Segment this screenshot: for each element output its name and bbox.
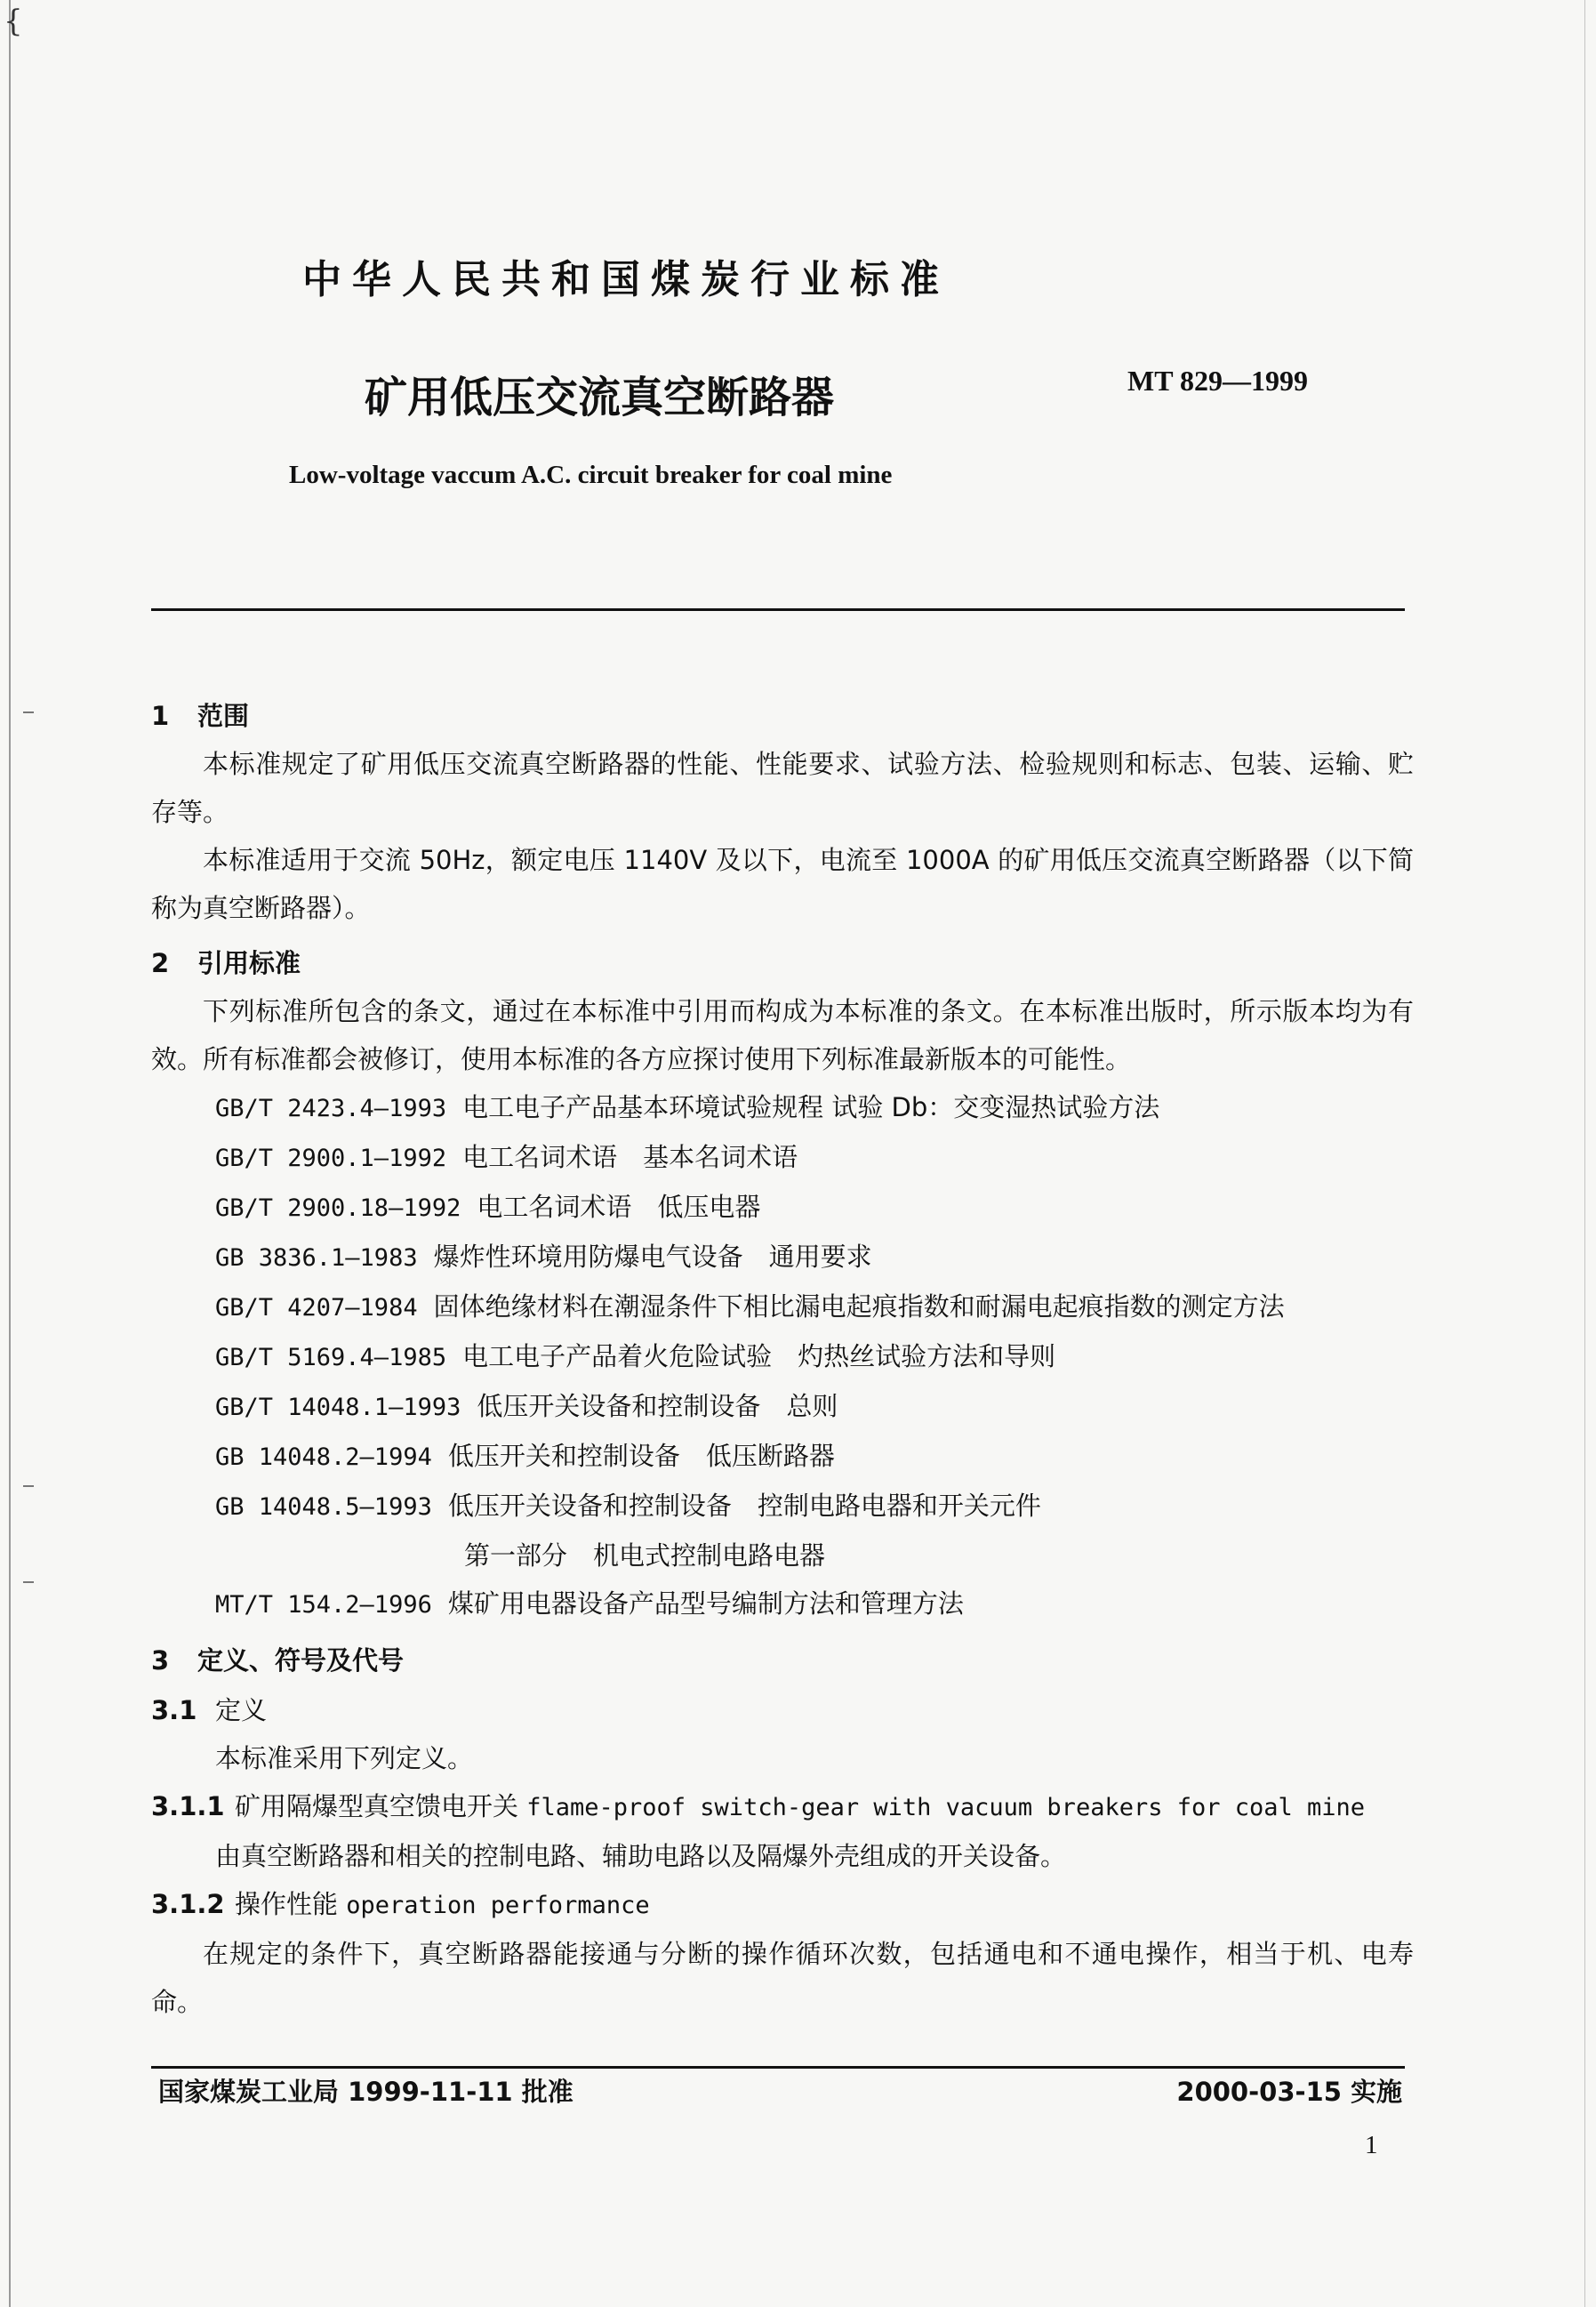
reference-title: 电工电子产品基本环境试验规程 试验 Db：交变湿热试验方法 xyxy=(462,1092,1160,1122)
paragraph: 本标准规定了矿用低压交流真空断路器的性能、性能要求、试验方法、检验规则和标志、包装、运输、贮存等。 xyxy=(151,749,1414,827)
reference-code: GB/T 2900.1—1992 xyxy=(215,1145,447,1172)
section-heading-scope xyxy=(151,692,1414,740)
scan-border-left xyxy=(9,0,11,2307)
header-rule xyxy=(151,608,1405,611)
reference-code: GB 3836.1—1983 xyxy=(215,1244,418,1272)
implementation-date: 2000-03-15 实施 xyxy=(1176,2077,1402,2107)
reference-continuation: 第一部分 机电式控制电路电器 xyxy=(464,1540,826,1571)
reference-item xyxy=(215,1332,1414,1382)
reference-code: GB/T 5169.4—1985 xyxy=(215,1344,447,1371)
reference-title: 固体绝缘材料在潮湿条件下相比漏电起痕指数和耐漏电起痕指数的测定方法 xyxy=(433,1291,1285,1322)
section-number: 1 xyxy=(151,701,170,731)
footer-rule xyxy=(151,2066,1405,2069)
reference-item xyxy=(215,1133,1414,1183)
reference-code: GB/T 2423.4—1993 xyxy=(215,1095,447,1122)
reference-code: GB 14048.5—1993 xyxy=(215,1493,432,1521)
section-title: 引用标准 xyxy=(197,948,301,978)
side-tick xyxy=(23,1485,34,1487)
page-number: 1 xyxy=(1365,2131,1378,2159)
reference-code: GB/T 2900.18—1992 xyxy=(215,1194,461,1222)
reference-code: GB/T 14048.1—1993 xyxy=(215,1394,461,1421)
reference-title: 电工名词术语 基本名词术语 xyxy=(462,1142,798,1172)
clause-heading xyxy=(151,1782,1414,1832)
reference-item xyxy=(215,1233,1414,1282)
reference-title: 电工名词术语 低压电器 xyxy=(477,1192,761,1222)
paragraph: 在规定的条件下，真空断路器能接通与分断的操作循环次数，包括通电和不通电操作，相当于机、电寿命。 xyxy=(151,1939,1414,2017)
section-heading-references xyxy=(151,939,1414,987)
reference-code: GB/T 4207—1984 xyxy=(215,1294,418,1322)
reference-item xyxy=(215,1083,1414,1133)
paragraph: 由真空断路器和相关的控制电路、辅助电路以及隔爆外壳组成的开关设备。 xyxy=(215,1841,1067,1871)
paragraph: 本标准采用下列定义。 xyxy=(215,1743,474,1773)
section-title: 定义、符号及代号 xyxy=(197,1645,405,1676)
reference-item xyxy=(215,1282,1414,1332)
reference-title: 低压开关和控制设备 低压断路器 xyxy=(447,1441,835,1471)
document-title: 矿用低压交流真空断路器 xyxy=(365,373,835,422)
section-title: 范围 xyxy=(197,701,250,731)
clause-title-en: operation performance xyxy=(346,1892,650,1919)
english-title: Low-voltage vaccum A.C. circuit breaker for coal mine xyxy=(289,461,893,489)
reference-item xyxy=(215,1382,1414,1432)
approval-info: 国家煤炭工业局 1999-11-11 批准 xyxy=(158,2077,573,2107)
subsection-title: 定义 xyxy=(215,1695,268,1725)
reference-item xyxy=(215,1183,1414,1233)
reference-item xyxy=(215,1482,1414,1531)
section-heading-definitions xyxy=(151,1636,1414,1684)
subsection-heading xyxy=(151,1686,1414,1734)
paragraph: 下列标准所包含的条文，通过在本标准中引用而构成为本标准的条文。在本标准出版时，所示版本均为有效。所有标准都会被修订，使用本标准的各方应探讨使用下列标准最新版本的可能性。 xyxy=(151,996,1414,1074)
scan-border-right xyxy=(1584,0,1585,2307)
clause-number: 3.1.1 xyxy=(151,1791,225,1821)
paragraph: 本标准适用于交流 50Hz，额定电压 1140V 及以下，电流至 1000A 的矿用低压交流真空断路器（以下简称为真空断路器）。 xyxy=(151,845,1414,923)
clause-title-cn: 矿用隔爆型真空馈电开关 xyxy=(235,1791,519,1821)
section-number: 2 xyxy=(151,948,170,978)
clause-heading xyxy=(151,1880,1414,1930)
reference-item xyxy=(215,1432,1414,1482)
reference-title: 爆炸性环境用防爆电气设备 通用要求 xyxy=(433,1242,872,1272)
reference-title: 电工电子产品着火危险试验 灼热丝试验方法和导则 xyxy=(462,1341,1056,1371)
subsection-number: 3.1 xyxy=(151,1695,197,1725)
side-tick xyxy=(23,1581,34,1583)
section-number: 3 xyxy=(151,1645,170,1676)
reference-item xyxy=(215,1580,1414,1629)
side-tick xyxy=(23,711,34,713)
clause-title-en: flame-proof switch-gear with vacuum breakers for coal mine xyxy=(526,1794,1366,1821)
reference-title: 低压开关设备和控制设备 控制电路电器和开关元件 xyxy=(447,1491,1041,1521)
standard-code: MT 829—1999 xyxy=(1127,365,1308,397)
reference-code: MT/T 154.2—1996 xyxy=(215,1591,432,1619)
reference-code: GB 14048.2—1994 xyxy=(215,1443,432,1471)
document-body xyxy=(151,685,1414,2026)
reference-title: 低压开关设备和控制设备 总则 xyxy=(477,1391,838,1421)
organization-name: 中华人民共和国煤炭行业标准 xyxy=(302,257,950,302)
clause-title-cn: 操作性能 xyxy=(235,1889,339,1919)
clause-number: 3.1.2 xyxy=(151,1889,225,1919)
scan-mark: { xyxy=(4,4,23,39)
reference-title: 煤矿用电器设备产品型号编制方法和管理方法 xyxy=(447,1588,964,1619)
